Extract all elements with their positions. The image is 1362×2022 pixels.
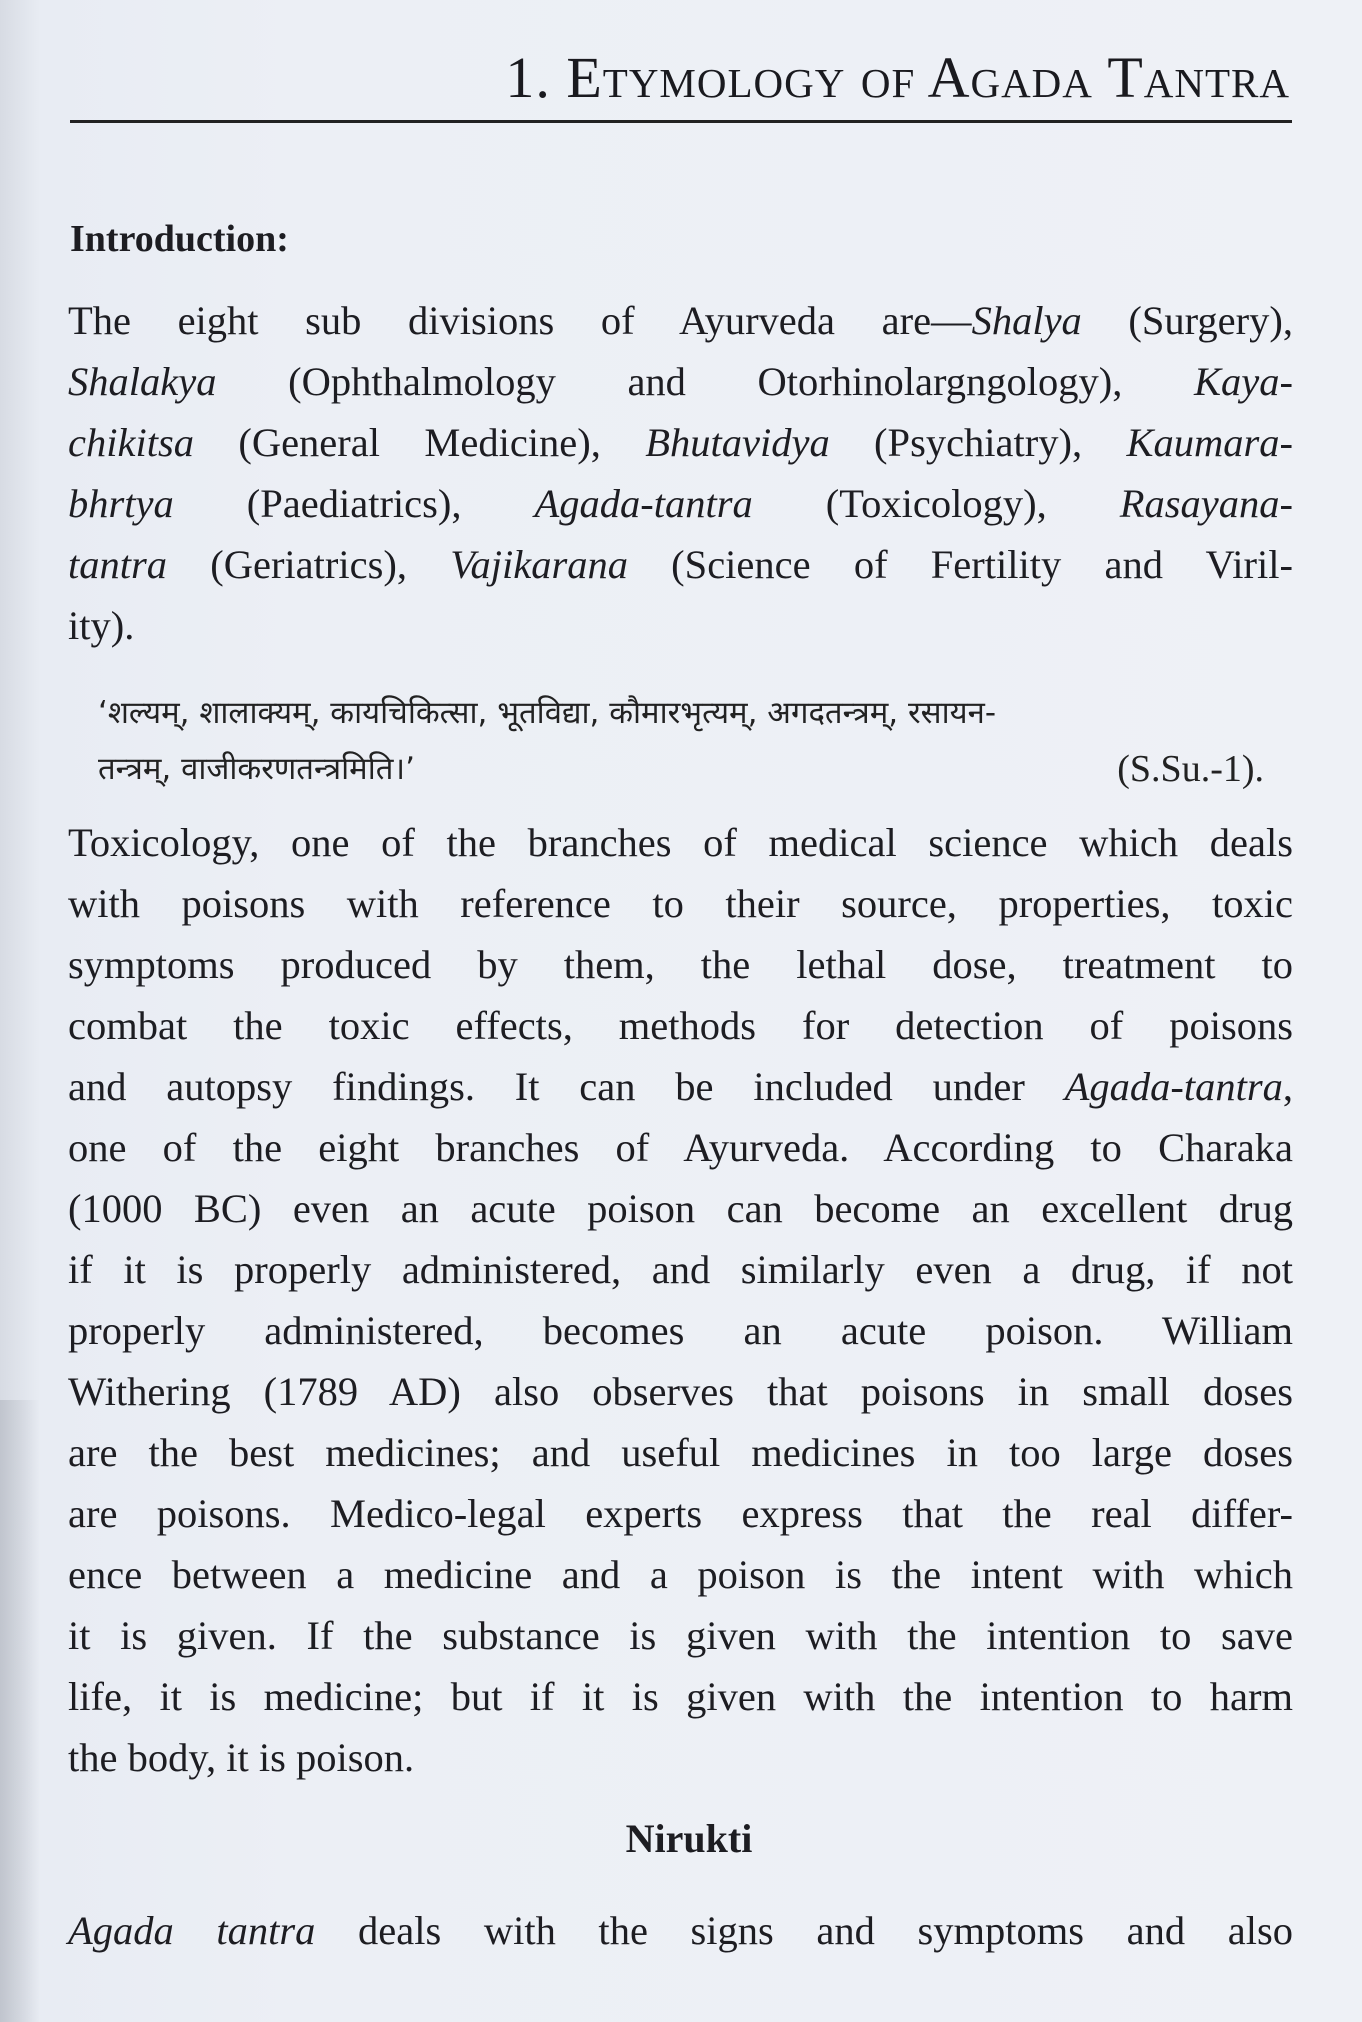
text-segment: (Geriatrics),	[167, 542, 451, 587]
italic-term: tantra	[68, 542, 168, 587]
italic-term: Shalya	[971, 298, 1082, 343]
text-segment: (Surgery),	[1081, 298, 1293, 343]
italic-term: Bhutavidya	[645, 420, 830, 465]
text-line	[68, 812, 1293, 873]
text-segment: The eight sub divisions of Ayurveda are—	[68, 298, 972, 343]
sanskrit-quote-line-2: तन्त्रम्, वाजीकरणतन्त्रमिति।’	[98, 751, 416, 787]
text-line	[68, 290, 1293, 351]
sanskrit-quote-line-2-row	[98, 741, 1268, 797]
text-segment: with poisons with reference to their source, properties, toxic	[68, 881, 1293, 926]
text-line	[68, 1178, 1293, 1239]
italic-term: Kaumara-	[1126, 420, 1293, 465]
sanskrit-citation: (S.Su.-1).	[1117, 748, 1264, 790]
italic-term: Agada tantra	[68, 1908, 316, 1953]
text-segment: are poisons. Medico-legal experts express that the real differ-	[68, 1491, 1293, 1536]
text-line	[68, 1900, 1293, 1961]
sanskrit-quote-line-1: ‘शल्यम्, शालाक्यम्, कायचिकित्सा, भूतविद्या, कौमारभृत्यम्, अगदतन्त्रम्, रसायन-	[98, 695, 997, 731]
italic-term: Kaya-	[1194, 359, 1293, 404]
text-segment: (Paediatrics),	[173, 481, 535, 526]
text-line	[68, 351, 1293, 412]
sanskrit-quote	[98, 685, 1268, 797]
text-segment: ,	[1282, 1064, 1293, 1109]
text-line	[68, 534, 1293, 595]
text-segment: one of the eight branches of Ayurveda. According to Charaka	[68, 1125, 1293, 1170]
text-segment: symptoms produced by them, the lethal dose, treatment to	[68, 942, 1293, 987]
text-segment: properly administered, becomes an acute poison. William	[68, 1308, 1293, 1353]
italic-term: Agada-tantra	[1064, 1064, 1283, 1109]
paragraph-toxicology	[68, 812, 1293, 1788]
page-edge-shadow	[0, 1400, 40, 2022]
section-heading-nirukti: Nirukti	[625, 1816, 753, 1861]
paragraph-nirukti	[68, 1900, 1293, 1961]
text-segment: ity).	[68, 603, 135, 648]
text-line	[68, 595, 1293, 656]
text-segment: are the best medicines; and useful medicines in too large doses	[68, 1430, 1293, 1475]
paragraph-ayurveda-divisions	[68, 290, 1293, 656]
text-segment: (Science of Fertility and Viril-	[627, 542, 1293, 587]
text-segment: Toxicology, one of the branches of medical science which deals	[68, 820, 1293, 865]
text-segment: (1000 BC) even an acute poison can become an excellent drug	[68, 1186, 1293, 1231]
italic-term: Vajikarana	[450, 542, 628, 587]
text-segment: it is given. If the substance is given with the intention to save	[68, 1613, 1293, 1658]
text-segment: combat the toxic effects, methods for detection of poisons	[68, 1003, 1293, 1048]
text-segment: deals with the signs and symptoms and also	[315, 1908, 1293, 1953]
text-line	[68, 1483, 1293, 1544]
italic-term: bhrtya	[68, 481, 174, 526]
text-line	[68, 1300, 1293, 1361]
text-line	[68, 1056, 1293, 1117]
text-segment: ence between a medicine and a poison is the intent with which	[68, 1552, 1293, 1597]
text-line	[68, 1666, 1293, 1727]
text-segment: (Ophthalmology and Otorhinolargngology),	[216, 359, 1195, 404]
introduction-heading: Introduction:	[70, 218, 289, 260]
text-line	[68, 1727, 1293, 1788]
text-segment: (Psychiatry),	[829, 420, 1127, 465]
text-segment: Withering (1789 AD) also observes that poisons in small doses	[68, 1369, 1293, 1414]
italic-term: Shalakya	[68, 359, 217, 404]
italic-term: chikitsa	[68, 420, 194, 465]
text-line	[68, 934, 1293, 995]
text-line	[68, 1544, 1293, 1605]
text-line	[68, 473, 1293, 534]
chapter-title: 1. Etymology of Agada Tantra	[505, 45, 1290, 110]
text-line	[68, 1239, 1293, 1300]
text-segment: the body, it is poison.	[68, 1735, 415, 1780]
text-line	[68, 1361, 1293, 1422]
text-line	[68, 873, 1293, 934]
italic-term: Rasayana-	[1119, 481, 1293, 526]
italic-term: Agada-tantra	[534, 481, 753, 526]
text-segment: life, it is medicine; but if it is given with the intention to harm	[68, 1674, 1293, 1719]
text-line	[68, 1605, 1293, 1666]
text-segment: if it is properly administered, and similarly even a drug, if not	[68, 1247, 1293, 1292]
text-line	[68, 1117, 1293, 1178]
text-line	[68, 412, 1293, 473]
title-underline	[70, 120, 1292, 123]
text-segment: (General Medicine),	[193, 420, 646, 465]
text-line	[68, 995, 1293, 1056]
text-segment: and autopsy findings. It can be included under	[68, 1064, 1065, 1109]
text-line	[68, 1422, 1293, 1483]
text-segment: (Toxicology),	[752, 481, 1120, 526]
